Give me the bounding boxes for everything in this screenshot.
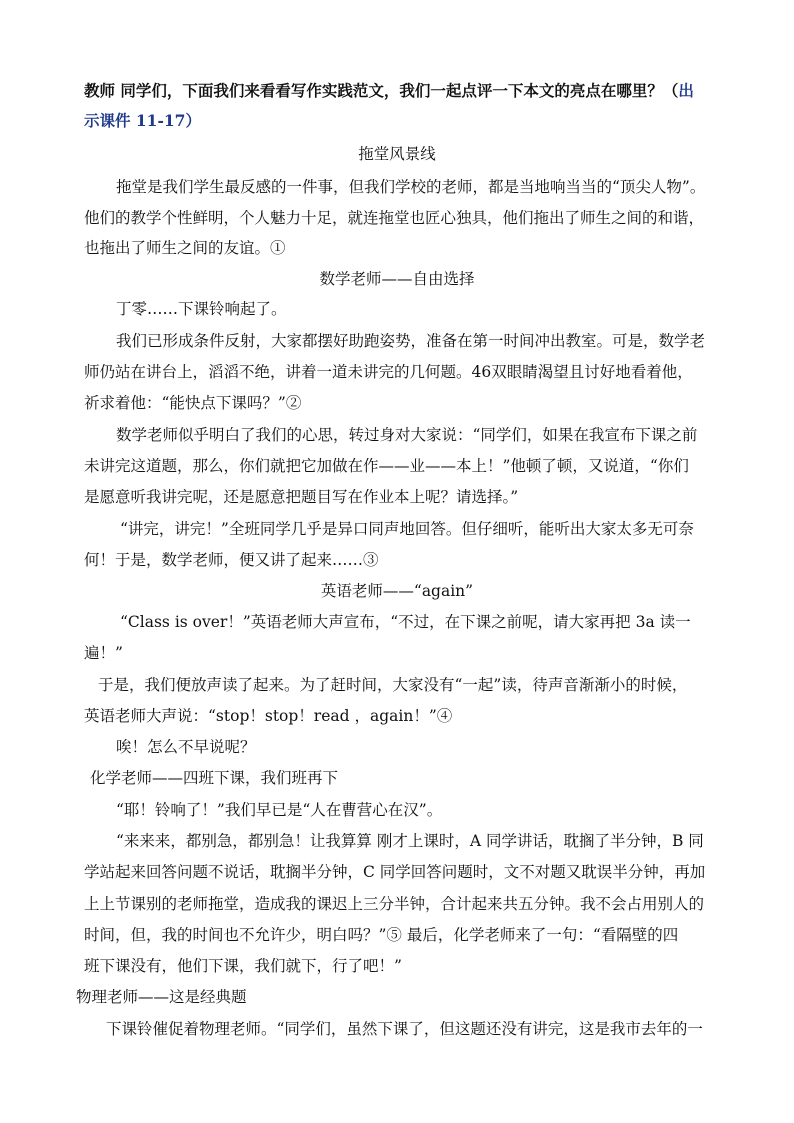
- paragraph-line: 师仍站在讲台上，滔滔不绝，讲着一道未讲完的几何题。46双眼睛渴望且讨好地看着他，: [84, 363, 693, 381]
- paragraph-line: 未讲完这道题，那么，你们就把它加做在作——业——本上！”他顿了顿，又说道，“你们: [84, 457, 689, 475]
- paragraph-line: 祈求着他：“能快点下课吗？”②: [84, 394, 302, 412]
- paragraph-line: “讲完，讲完！”全班同学几乎是异口同声地回答。但仔细听，能听出大家太多无可奈: [120, 520, 694, 538]
- paragraph-line: “来来来，都别急，都别急！让我算算 刚才上课时，A 同学讲话，耽搁了半分钟，B 同: [116, 832, 704, 850]
- paragraph-line: 唉！怎么不早说呢？: [116, 738, 256, 756]
- paragraph-line: 数学老师似乎明白了我们的心思，转过身对大家说：“同学们，如果在我宣布下课之前: [116, 426, 698, 444]
- essay-title: 拖堂风景线: [358, 145, 436, 163]
- paragraph-line: 遍！”: [84, 644, 123, 662]
- paragraph-line: 我们已形成条件反射，大家都摆好助跑姿势，准备在第一时间冲出教室。可是，数学老: [116, 332, 706, 350]
- section-heading-math: 数学老师——自由选择: [319, 270, 475, 288]
- paragraph-line: 丁零……下课铃响起了。: [116, 300, 287, 318]
- paragraph-line: 他们的教学个性鲜明，个人魅力十足，就连拖堂也匠心独具，他们拖出了师生之间的和谐，: [84, 209, 705, 227]
- courseware-ref-start: 出: [678, 81, 694, 100]
- paragraph-line: 学站起来回答问题不说话，耽搁半分钟，C 同学回答问题时，文不对题又耽误半分钟，再加: [84, 863, 706, 881]
- intro-line-1: [84, 78, 694, 104]
- intro-text: 教师 同学们，下面我们来看看写作实践范文，我们一起点评一下本文的亮点在哪里？（: [84, 81, 679, 100]
- paragraph-line: 何！于是，数学老师，便又讲了起来……③: [84, 551, 379, 569]
- paragraph-line: 班下课没有，他们下课，我们就下，行了吧！”: [84, 957, 402, 975]
- section-heading-chemistry: 化学老师——四班下课，我们班再下: [90, 769, 339, 787]
- paragraph-line: 英语老师大声说：“stop！stop！read ，again！”④: [84, 707, 453, 725]
- paragraph-line: “耶！铃响了！”我们早已是“人在曹营心在汉”。: [116, 801, 443, 819]
- intro-line-2: 示课件 11-17）: [84, 111, 201, 130]
- section-heading-english: 英语老师——“again”: [320, 582, 474, 600]
- paragraph-line: 时间，但，我的时间也不允许少，明白吗？”⑤ 最后，化学老师来了一句：“看隔壁的四: [84, 926, 679, 944]
- paragraph-line: 上上节课别的老师拖堂，造成我的课迟上三分半钟，合计起来共五分钟。我不会占用别人的: [84, 895, 705, 913]
- paragraph-line: 是愿意听我讲完呢，还是愿意把题目写在作业本上呢？请选择。”: [84, 488, 519, 506]
- paragraph-line: 也拖出了师生之间的友谊。①: [84, 239, 286, 257]
- paragraph-line: 下课铃催促着物理老师。“同学们，虽然下课了，但这题还没有讲完，这是我市去年的一: [106, 1020, 703, 1038]
- paragraph-line: “Class is over！”英语老师大声宣布，“不过，在下课之前呢，请大家再把 3a 读一: [120, 613, 691, 631]
- section-heading-physics: 物理老师——这是经典题: [76, 988, 247, 1006]
- paragraph-line: 于是，我们便放声读了起来。为了赶时间，大家没有“一起”读，待声音渐渐小的时候，: [98, 676, 688, 694]
- paragraph-line: 拖堂是我们学生最反感的一件事，但我们学校的老师，都是当地响当当的“顶尖人物”。: [116, 178, 706, 196]
